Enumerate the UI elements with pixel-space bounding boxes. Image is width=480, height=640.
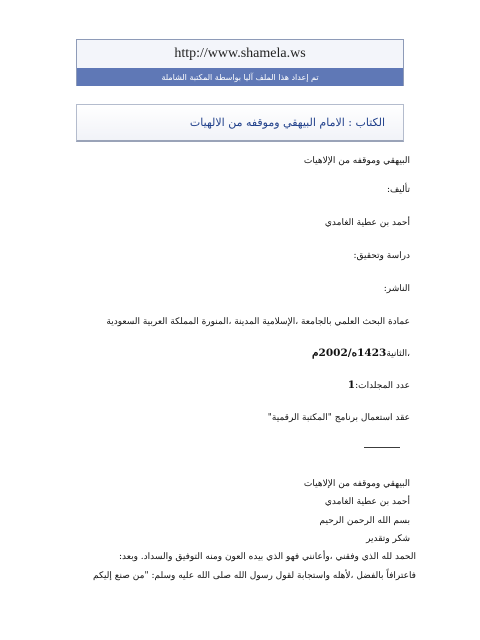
body-paragraph-2: فاعترافاً بالفضل ،لأهله واستجابة لقول رسول الله صلى الله عليه وسلم: "من صنع إليكم	[92, 571, 416, 581]
software-line: عقد استعمال برنامج "المكتبة الرقمية"	[267, 413, 410, 423]
book-title: الكتاب : الامام البيهقي وموقفه من الالهيات	[189, 116, 385, 129]
study-label: دراسة وتحقيق:	[353, 251, 410, 261]
author-line: أحمد بن عطية الغامدي	[324, 218, 410, 228]
edition-prefix: ،الثانية	[386, 349, 410, 359]
volumes-label: عدد المجلدات:	[355, 381, 410, 391]
author-label: تأليف:	[386, 185, 410, 195]
edition-year: 1423ه/2002م	[312, 347, 387, 359]
publisher-label: الناشر:	[383, 284, 410, 294]
thanks-heading: شكر وتقدير	[366, 534, 410, 544]
book-name-line-2: البيهقي وموقفه من الإلاهيات	[303, 479, 410, 489]
document-body	[60, 0, 416, 640]
author-line-2: أحمد بن عطية الغامدي	[324, 497, 410, 507]
book-name-line: البيهقي وموقفه من الإلاهيات	[303, 156, 410, 166]
edition-line	[312, 347, 410, 360]
volumes-line	[348, 379, 410, 392]
banner-url[interactable]: http://www.shamela.ws	[77, 40, 403, 68]
body-paragraph-1: الحمد لله الذي وفقني ،وأعانني فهو الذي بيده العون ومنه التوفيق والسداد. وبعد:	[119, 552, 416, 562]
volumes-value: 1	[347, 379, 356, 391]
basmala: بسم الله الرحمن الرحيم	[319, 516, 410, 526]
publisher-line: عمادة البحث العلمي بالجامعة ،الإسلامية المدينة ،المنورة المملكة العربية السعودية	[106, 317, 410, 327]
separator: ________	[364, 439, 400, 449]
banner-subtitle: تم إعداد هذا الملف آليا بواسطة المكتبة الشاملة	[77, 68, 403, 86]
